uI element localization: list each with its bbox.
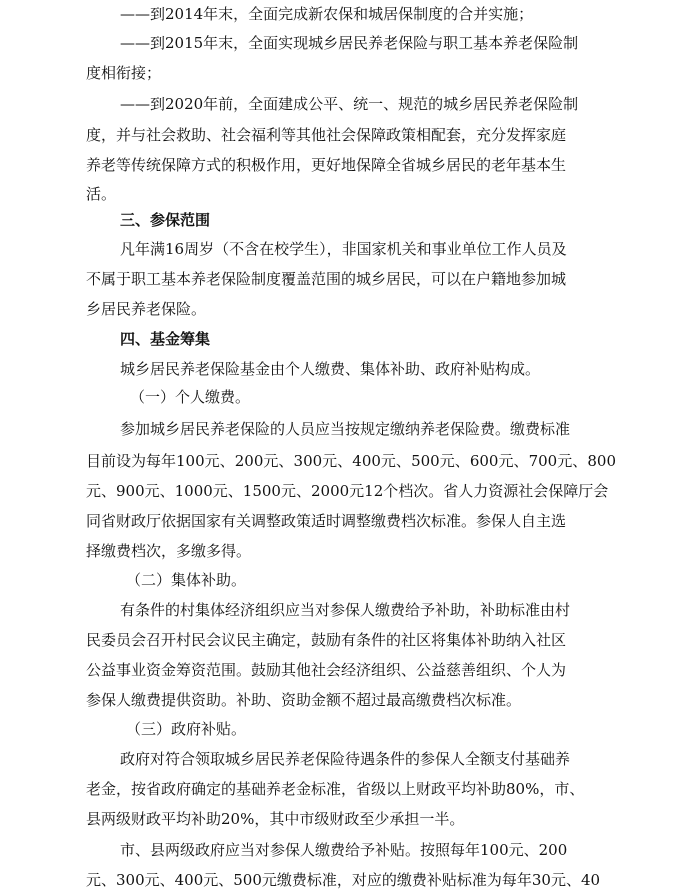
paragraph-line: 元、300元、400元、500元缴费标准，对应的缴费补贴标准为每年30元、40 [86, 871, 601, 889]
paragraph-line: 老金，按省政府确定的基础养老金标准，省级以上财政平均补助80%，市、 [86, 780, 585, 798]
paragraph-line: 有条件的村集体经济组织应当对参保人缴费给予补助，补助标准由村 [120, 601, 571, 619]
paragraph-line: 不属于职工基本养老保险制度覆盖范围的城乡居民，可以在户籍地参加城 [86, 270, 567, 288]
paragraph-line: 凡年满16周岁（不含在校学生），非国家机关和事业单位工作人员及 [120, 240, 567, 258]
paragraph-line: 参加城乡居民养老保险的人员应当按规定缴纳养老保险费。缴费标准 [120, 420, 571, 438]
paragraph-line: 市、县两级政府应当对参保人缴费给予补贴。按照每年100元、200 [120, 841, 568, 859]
paragraph-line: 择缴费档次，多缴多得。 [86, 542, 252, 560]
paragraph-line: ——到2014年末，全面完成新农保和城居保制度的合并实施； [120, 5, 534, 23]
amount: 目前设为每年100元、 [86, 452, 235, 470]
paragraph-line: ——到2015年末，全面实现城乡居民养老保险与职工基本养老保险制 [120, 34, 579, 52]
section-heading: 四、基金筹集 [120, 330, 211, 348]
amount: 600元、 [469, 452, 529, 470]
paragraph-line: 城乡居民养老保险基金由个人缴费、集体补助、政府补贴构成。 [120, 360, 541, 378]
amount: 700元、 [528, 452, 588, 470]
subsection-heading: （二）集体补助。 [126, 571, 247, 589]
paragraph-line: 度，并与社会救助、社会福利等其他社会保障政策相配套，充分发挥家庭 [86, 126, 567, 144]
amount: 200元、 [234, 452, 294, 470]
paragraph-line: 活。 [86, 185, 117, 203]
amount: 300元、 [293, 452, 353, 470]
paragraph-line: 民委员会召开村民会议民主确定，鼓励有条件的社区将集体补助纳入社区 [86, 631, 567, 649]
amount: 500元、 [411, 452, 470, 470]
paragraph-line: 县两级财政平均补助20%，其中市级财政至少承担一半。 [86, 810, 465, 828]
paragraph-line: ——到2020年前，全面建成公平、统一、规范的城乡居民养老保险制 [120, 95, 579, 113]
amount: 400元、 [352, 452, 411, 470]
amount: 800 [587, 452, 616, 470]
paragraph-line: 同省财政厅依据国家有关调整政策适时调整缴费档次标准。参保人自主选 [86, 512, 567, 530]
paragraph-line [86, 451, 616, 471]
paragraph-line: 度相衔接； [86, 64, 162, 82]
paragraph-line: 政府对符合领取城乡居民养老保险待遇条件的参保人全额支付基础养 [120, 750, 571, 768]
section-heading: 三、参保范围 [120, 211, 211, 229]
paragraph-line: 元、900元、1000元、1500元、2000元12个档次。省人力资源社会保障厅会 [86, 482, 609, 500]
subsection-heading: （一）个人缴费。 [130, 388, 251, 406]
paragraph-line: 公益事业资金筹资范围。鼓励其他社会经济组织、公益慈善组织、个人为 [86, 661, 567, 679]
paragraph-line: 养老等传统保障方式的积极作用，更好地保障全省城乡居民的老年基本生 [86, 156, 567, 174]
paragraph-line: 乡居民养老保险。 [86, 300, 207, 318]
paragraph-line: 参保人缴费提供资助。补助、资助金额不超过最高缴费档次标准。 [86, 691, 522, 709]
subsection-heading: （三）政府补贴。 [126, 720, 247, 738]
